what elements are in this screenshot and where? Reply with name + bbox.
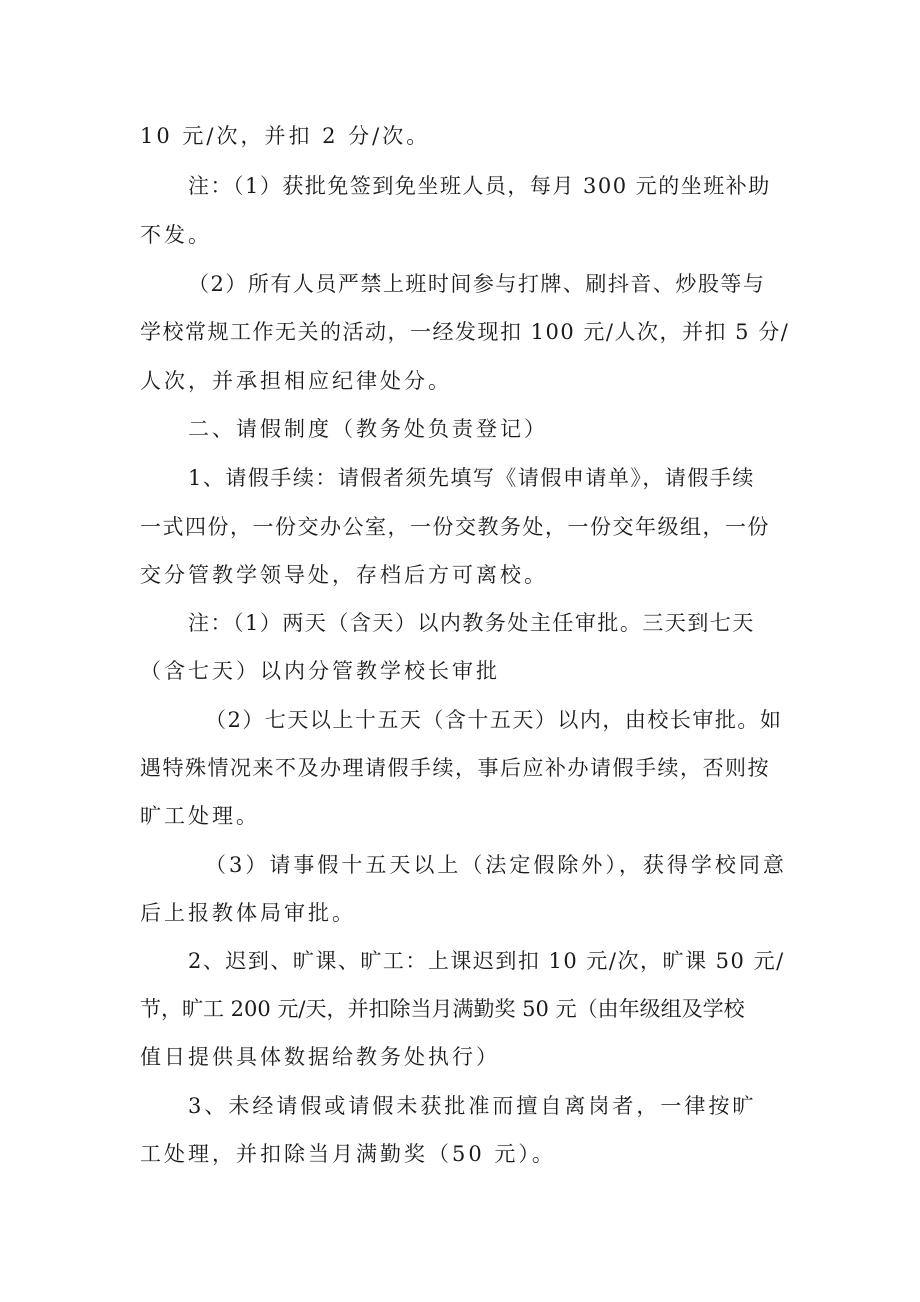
text-line: 节，旷工 200 元/天，并扣除当月满勤奖 50 元（由年级组及学校	[140, 997, 745, 1021]
text-line: 遇特殊情况来不及办理请假手续，事后应补办请假手续，否则按	[140, 756, 770, 780]
text-line: 旷工处理。	[140, 804, 260, 828]
text-line: 人次，并承担相应纪律处分。	[140, 369, 452, 393]
text-line: 不发。	[140, 223, 212, 247]
text-line: （2）所有人员严禁上班时间参与打牌、刷抖音、炒股等与	[188, 272, 766, 296]
text-line: （2）七天以上十五天（含十五天）以内，由校长审批。如	[205, 708, 783, 732]
section-heading: 二、请假制度（教务处负责登记）	[188, 417, 548, 441]
text-line: 注：（1）获批免签到免坐班人员，每月 300 元的坐班补助	[188, 174, 771, 198]
text-line: 交分管教学领导处，存档后方可离校。	[140, 563, 548, 587]
text-line: （3）请事假十五天以上（法定假除外），获得学校同意	[205, 853, 787, 877]
text-line: 10 元/次，并扣 2 分/次。	[140, 124, 431, 148]
text-line: 工处理，并扣除当月满勤奖（50 元）。	[140, 1142, 556, 1166]
text-line: 1、请假手续：请假者须先填写《请假申请单》，请假手续	[188, 466, 755, 490]
text-line: 一式四份，一份交办公室，一份交教务处，一份交年级组，一份	[140, 515, 770, 539]
text-line: 学校常规工作无关的活动，一经发现扣 100 元/人次，并扣 5 分/	[140, 320, 790, 344]
text-line: 值日提供具体数据给教务处执行）	[140, 1045, 500, 1069]
text-line: （含七天）以内分管教学校长审批	[140, 659, 500, 683]
text-line: 3、未经请假或请假未获批准而擅自离岗者，一律按旷	[188, 1094, 757, 1118]
text-line: 2、迟到、旷课、旷工：上课迟到扣 10 元/次，旷课 50 元/	[188, 949, 785, 973]
text-line: 注：（1）两天（含天）以内教务处主任审批。三天到七天	[188, 611, 755, 635]
text-line: 后上报教体局审批。	[140, 901, 356, 925]
